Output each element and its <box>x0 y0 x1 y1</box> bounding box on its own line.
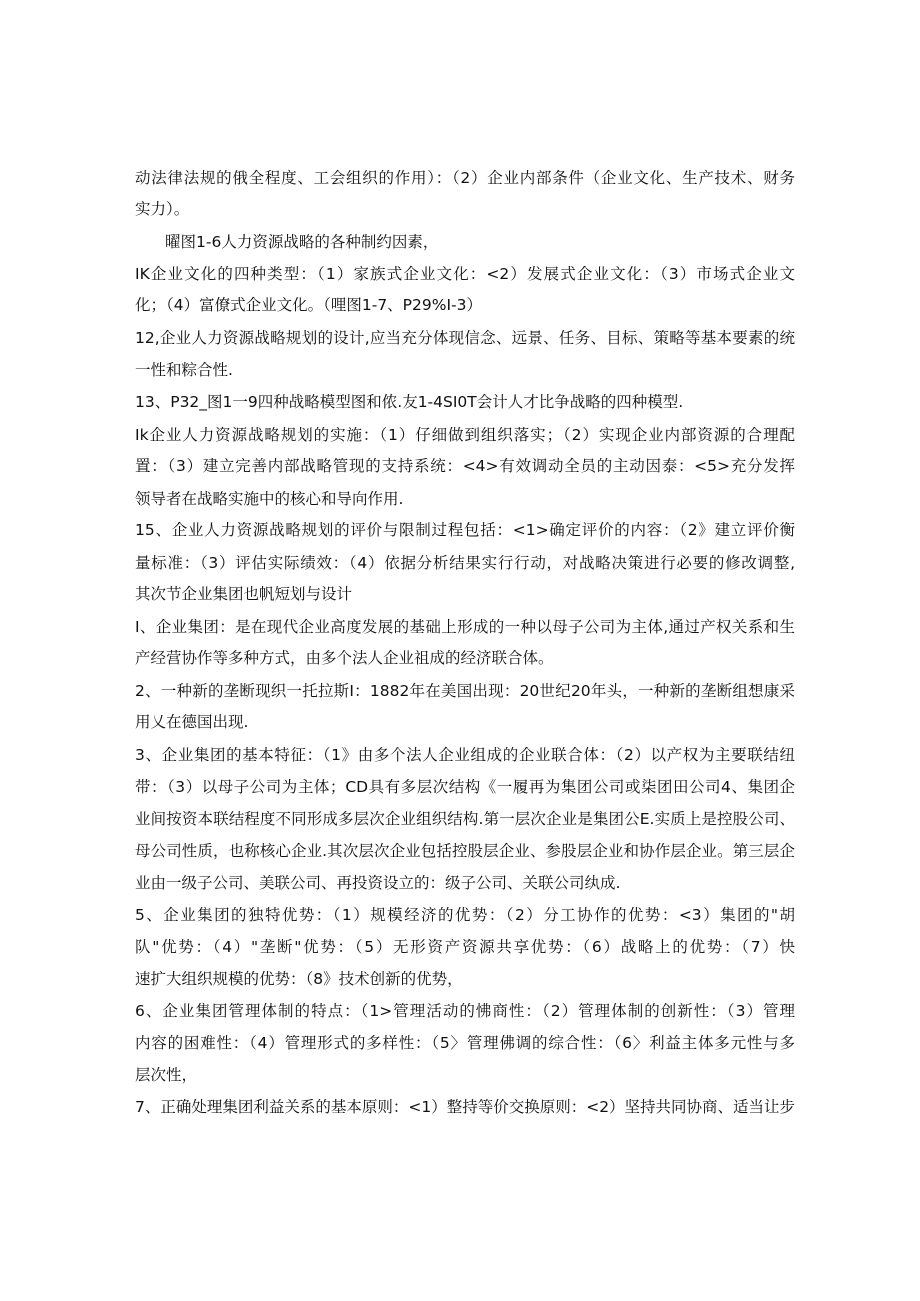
text-line: 领导者在战略实施中的核心和导向作用. <box>135 490 404 508</box>
text-line: 5、企业集团的独特优势：（1）规模经济的优势：（2）分工协作的优势：<3）集团的"胡 <box>135 906 795 924</box>
text-line: 动法律法规的俄全程度、工会组织的作用）：（2）企业内部条件（企业文化、生产技术、财务 <box>135 169 795 187</box>
text-line: 12,企业人力资源战略规划的设计,应当充分体现信念、远景、任务、目标、策略等基本要素的统 <box>135 329 795 347</box>
text-line: 2、一种新的垄断现织一托拉斯I：1882年在美国出现：20世纪20年头，一种新的垄断组想康采 <box>135 682 795 700</box>
text-line: 15、企业人力资源战略规划的评价与限制过程包括：<1>确定评价的内容：（2》建立评价衡 <box>135 521 795 539</box>
text-line: 置：（3）建立完善内部战略管现的支持系统：<4>有效调动全员的主动因泰：<5>充分发挥 <box>135 457 795 475</box>
text-line: 一性和粽合性. <box>135 361 233 379</box>
text-line: I、企业集团：是在现代企业高度发展的基础上形成的一种以母子公司为主体,通过产权关系和生 <box>135 618 795 636</box>
text-line: IK企业文化的四种类型：（1）家族式企业文化：<2）发展式企业文化：（3）市场式企业文 <box>135 265 795 283</box>
text-line: 母公司性质，也称核心企业.其次层次企业包括控股层企业、参股层企业和协作层企业。第三层企 <box>135 842 795 860</box>
text-line: 用乂在德国出现. <box>135 713 249 731</box>
text-line: 7、正确处理集团利益关系的基本原则：<1）整持等价交换原则：<2）坚持共同协商、适当让步 <box>135 1098 795 1116</box>
text-line: 化；（4）富僚式企业文化。（哩图1-7、P29%I-3） <box>135 296 483 314</box>
text-line: 内容的困难性：（4）管理形式的多样性：（5〉管理佛调的综合性：（6〉利益主体多元性与多 <box>135 1034 795 1052</box>
text-line: 业间按资本联结程度不同形成多层次企业组织结构.第一层次企业是集团公E.实质上是控股公司、 <box>135 810 795 828</box>
text-line: 产经营协作等多种方式，由多个法人企业祖成的经济联合体。 <box>135 649 554 667</box>
text-line: 带：（3）以母子公司为主体；CD具有多层次结构《一履再为集团公司或柒团田公司4、集团企 <box>135 778 795 796</box>
text-line: 量标准：（3）评估实际绩效：（4）依据分析结果实行行动，对战略决策进行必要的修改调整, <box>135 554 795 572</box>
text-line: 3、企业集团的基本特征：（1》由多个法人企业组成的企业联合体：（2）以产权为主要联结纽 <box>135 746 795 764</box>
text-line: 队"优势：（4）"垄断"优势：（5）无形资产资源共享优势：（6）战略上的优势：（7）快 <box>135 938 795 956</box>
text-line: Ik企业人力资源战略规划的实施：（1）仔细做到组织落实；（2）实现企业内部资源的合理配 <box>135 426 795 444</box>
text-line: 层次性， <box>135 1066 198 1084</box>
text-line: 速扩大组织规模的优势：（8》技术创新的优势， <box>135 970 463 988</box>
text-line: 6、企业集团管理体制的特点：（1>管理活动的怫商性：（2）管理体制的创新性：（3）管理 <box>135 1002 795 1020</box>
section-heading: 其次节企业集团也帆短划与设计 <box>135 585 353 603</box>
text-line: 13、P32_图1一9四种战略模型图和侬.友1-4SI0T会计人才比争战略的四种模型. <box>135 393 684 411</box>
text-line: 曜图1-6人力资源战略的各种制约因素， <box>165 233 439 251</box>
text-line: 实力）。 <box>135 200 190 218</box>
text-line: 业由一级子公司、美联公司、再投资设立的：级子公司、关联公司纨成. <box>135 874 621 892</box>
